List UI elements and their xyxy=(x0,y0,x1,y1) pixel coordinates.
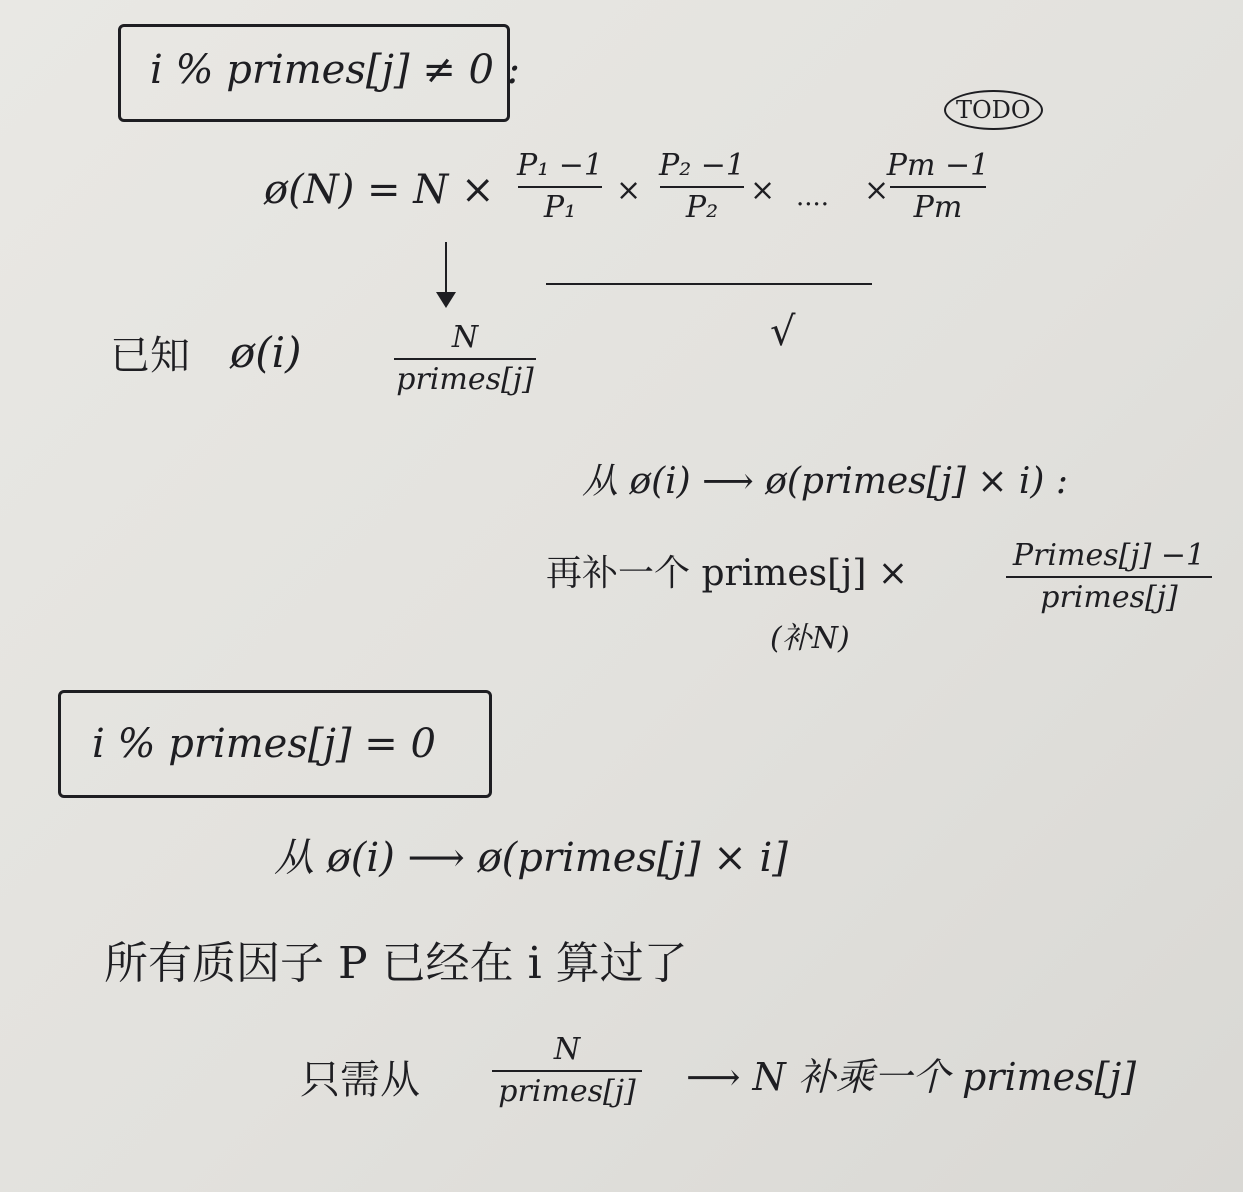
n-over-primes-num: N xyxy=(451,320,479,355)
supplement-fraction-num: Primes[j] −1 xyxy=(1012,538,1206,573)
phi-factor-1-den: P₁ xyxy=(543,189,577,225)
phi-factor-m-den: Pm xyxy=(913,189,963,225)
case2-heading: i % primes[j] = 0 xyxy=(92,721,436,767)
check-mark: √ xyxy=(770,309,796,355)
supplement-fraction-den: primes[j] xyxy=(1040,579,1178,615)
case1-transition: 从 ø(i) ⟶ ø(primes[j] × i) : xyxy=(582,461,1069,502)
phi-factor-2-num: P₂ −1 xyxy=(659,148,745,183)
only-need-prefix: 只需从 xyxy=(300,1057,420,1103)
phi-factor-1 xyxy=(518,150,602,223)
only-need-fraction-bar xyxy=(492,1070,642,1072)
phi-factor-m xyxy=(886,148,990,225)
supplement-fraction-bar xyxy=(1006,576,1212,578)
case2-transition: 从 ø(i) ⟶ ø(primes[j] × i] xyxy=(274,835,788,881)
phi-factor-1-bar xyxy=(518,186,602,188)
supplement-prefix: 再补一个 primes[j] × xyxy=(546,553,908,594)
case2-statement: 所有质因子 P 已经在 i 算过了 xyxy=(104,938,688,989)
case1-heading: i % primes[j] ≠ 0 : xyxy=(150,47,521,93)
phi-factor-1-num: P₁ −1 xyxy=(517,148,603,183)
todo-tag: TODO xyxy=(944,90,1043,130)
phi-factor-m-bar xyxy=(890,186,986,188)
supplement-note: (补N) xyxy=(770,621,850,656)
n-over-primes-den: primes[j] xyxy=(396,361,534,397)
phi-factor-2 xyxy=(660,150,744,223)
n-over-primes-bar xyxy=(394,358,536,360)
only-need-fraction-num: N xyxy=(553,1032,581,1067)
known-phi: ø(i) xyxy=(230,328,302,377)
phi-times-2: × xyxy=(750,173,776,208)
phi-factor-2-den: P₂ xyxy=(685,189,719,225)
phi-formula-lhs: ø(N) = N × xyxy=(264,167,495,213)
only-need-fraction-den: primes[j] xyxy=(498,1073,636,1109)
n-over-primes xyxy=(394,322,536,395)
known-label: 已知 xyxy=(110,333,190,379)
phi-factor-2-bar xyxy=(660,186,744,188)
phi-times-1: × xyxy=(616,173,642,208)
phi-factor-m-num: Pm −1 xyxy=(886,148,990,183)
only-need-fraction xyxy=(492,1034,642,1107)
phi-times-3: × xyxy=(864,173,890,208)
only-need-suffix: ⟶ N 补乘一个 primes[j] xyxy=(686,1055,1137,1099)
phi-ellipsis: ···· xyxy=(796,190,830,220)
down-arrow xyxy=(445,242,447,306)
supplement-fraction xyxy=(1006,540,1212,613)
factors-underline xyxy=(546,283,872,285)
